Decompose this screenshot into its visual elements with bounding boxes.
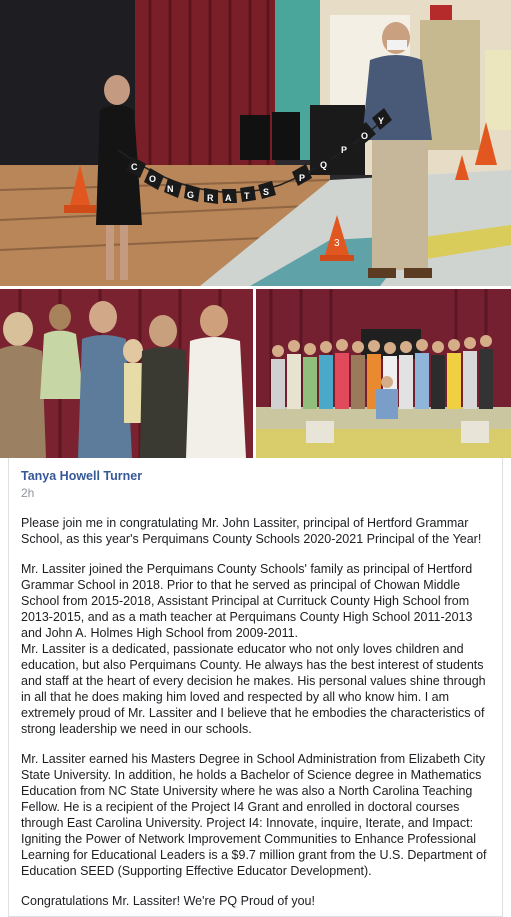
banner-letter: T — [244, 191, 250, 201]
banner-letter: O — [149, 174, 157, 184]
banner-letter: G — [187, 190, 195, 200]
banner-letter: P — [299, 173, 306, 183]
banner-letter: O — [361, 131, 369, 141]
photo-family-image — [0, 289, 253, 458]
photo-main-image — [0, 0, 511, 286]
author-name-link[interactable]: Tanya Howell Turner — [21, 469, 143, 483]
post-content — [9, 458, 502, 909]
post-paragraph: Please join me in congratulating Mr. John Lassiter, principal of Hertford Grammar School, as this year's Perquimans County Schools 2020-2021 Principal of the Year! — [21, 516, 482, 546]
post-paragraph: Mr. Lassiter earned his Masters Degree in School Administration from Elizabeth City State University. In addition, he holds a Bachelor of Science degree in Mathematics Education from NC State University where he was also a North Carolina Teaching Fellow. He is a recipient of the Project I4 Grant and enrolled in doctoral courses through East Carolina University. Project I4: Innovate, inquire, Iterate, and Impact: Igniting the Power of Network Improvement Communities to Enhance Professional Learning for Educational Leaders is a $9.7 million grant from the U.S. Department of Education SEED (Supporting Effective Educator Development). — [21, 752, 487, 878]
banner-letter: Q — [320, 160, 328, 170]
banner-letter: C — [131, 162, 138, 172]
photo-staff[interactable] — [256, 289, 511, 458]
banner-letter: Y — [378, 116, 385, 126]
banner-letter: N — [167, 184, 174, 194]
photo-main[interactable] — [0, 0, 511, 286]
banner-letter: P — [341, 145, 348, 155]
banner-letter: A — [225, 193, 232, 203]
banner-letter: S — [263, 187, 270, 197]
photo-collage — [0, 0, 511, 458]
post-card — [8, 458, 503, 917]
post-paragraph: Congratulations Mr. Lassiter! We're PQ Proud of you! — [21, 894, 315, 908]
svg-text:3: 3 — [334, 238, 340, 249]
post-paragraph: Mr. Lassiter joined the Perquimans County Schools' family as principal of Hertford Grammar School in 2018. Prior to that he served as principal of Chowan Middle School from 2015-2018, Assistant Principal at Currituck County High School from 2013-2015, and as a math teacher at Perquimans County High School 2011-2013 and John A. Holmes High School from 2009-2011. Mr. Lassiter is a dedicated, passionate educator who not only loves children and education, but also Perquimans County. He always has the best interest of students and staff at the heart of every decision he makes. His personal values shine through in all that he does making him loved and respected by all who know him. I am extremely proud of Mr. Lassiter and I believe that he embodies the characteristics of strong leadership we need in our schools. — [21, 562, 486, 736]
photo-family[interactable] — [0, 289, 253, 458]
post-timestamp-link[interactable]: 2h — [21, 486, 35, 500]
photo-staff-image — [256, 289, 511, 458]
banner-letter: R — [207, 193, 214, 203]
